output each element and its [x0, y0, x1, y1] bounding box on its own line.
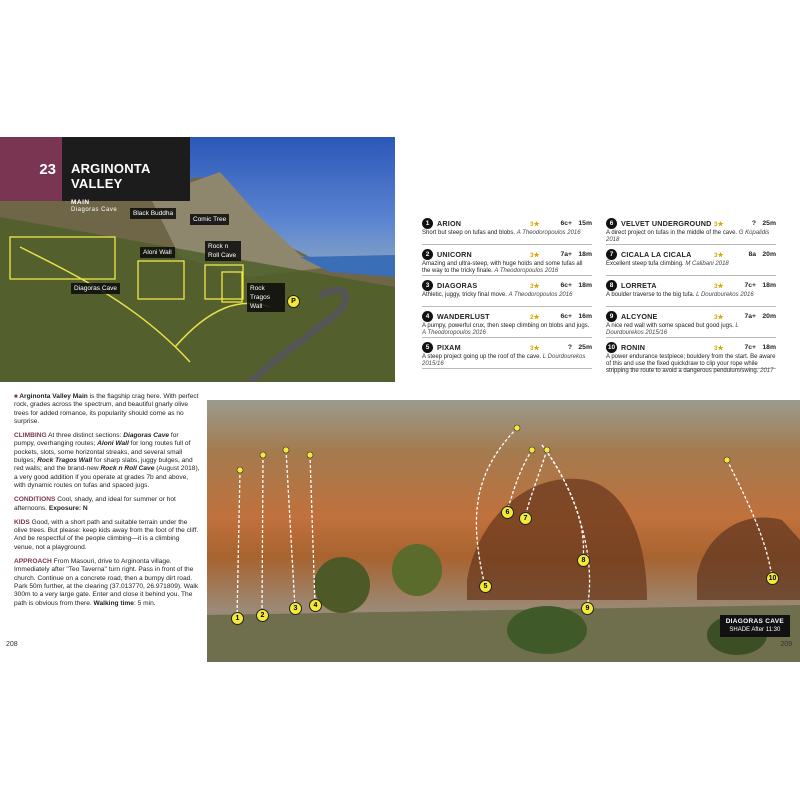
crag-caption — [720, 615, 790, 637]
route-name: RONIN — [621, 343, 646, 352]
route-desc-text: Amazing and ultra-steep, with huge holds and some tufas all the way to the tricky finale. — [422, 261, 583, 275]
route-length: 18m — [762, 344, 776, 351]
chapter-number: 23 — [0, 137, 62, 201]
route-marker: 1 — [231, 612, 244, 625]
route-marker: 8 — [577, 554, 590, 567]
route-name: ALCYONE — [621, 312, 658, 321]
walking-time: : 5 min. — [133, 599, 156, 607]
conditions-heading: CONDITIONS — [14, 496, 56, 504]
route-marker: 10 — [766, 572, 779, 585]
route-first-ascent: L Dourdourekos 2015/16 — [422, 354, 586, 368]
route-first-ascent: A Theodoropoulos 2016 — [422, 330, 486, 337]
kids-heading: KIDS — [14, 518, 30, 526]
route-desc-text: Athletic, juggy, tricky final move. — [422, 292, 507, 298]
label-comic-tree: Comic Tree — [190, 214, 229, 225]
route-number: 9 — [606, 311, 617, 322]
route-desc-text: A pumpy, powerful crux, then steep climbing on blobs and jugs. — [422, 323, 590, 329]
climbing-text-3: for long routes full of pockets, slots, some horizontal streaks, and several small bulges; — [14, 440, 191, 465]
intro-paragraph: ■ Arginonta Valley Main is the flagship crag here. With perfect rock, grades across the spectrum, and beautiful gnarly olive trees for added romance, its popularity should come as no surprise. — [14, 393, 199, 425]
route-head — [422, 342, 592, 353]
route-desc-text: A nice red wall with some spaced but good jugs. — [606, 323, 734, 329]
route-marker: 7 — [519, 512, 532, 525]
route-entry — [606, 311, 776, 338]
route-description — [606, 292, 776, 299]
route-stars: 3★ — [714, 251, 724, 259]
label-rock-n-roll: Rock n Roll Cave — [205, 241, 241, 261]
route-stars: 3★ — [530, 282, 540, 290]
route-name: DIAGORAS — [437, 281, 478, 290]
intro-text: is the flagship crag here. With perfect rock, grades across the spectrum, and beautiful gnarly olive trees for added romance, its popularity should come as no surprise. — [14, 393, 199, 425]
climbing-text-4: for sharp slabs, juggy bulges, and red walls; and the brand-new — [14, 457, 193, 473]
route-entry — [422, 218, 592, 245]
route-desc-text: Excellent steep tufa climbing. — [606, 261, 684, 267]
kids-paragraph — [14, 519, 200, 552]
route-grade: 7c+ — [744, 344, 756, 351]
crag-photo — [207, 400, 800, 662]
route-entry — [606, 218, 776, 245]
route-entry — [606, 249, 776, 276]
route-description — [422, 292, 592, 299]
route-head — [422, 218, 592, 229]
route-first-ascent: A Theodoropoulos 2016 — [516, 230, 581, 236]
route-description — [606, 261, 776, 268]
route-column-left — [422, 218, 592, 373]
route-head — [606, 311, 776, 322]
route-number: 2 — [422, 249, 433, 260]
climbing-text-1: At three distinct sections: — [46, 432, 124, 440]
route-name: VELVET UNDERGROUND — [621, 219, 712, 228]
route-grade: ? — [567, 344, 572, 351]
route-length: 18m — [762, 282, 776, 289]
route-entry — [422, 249, 592, 276]
parking-pin: P — [287, 295, 300, 308]
route-head — [422, 311, 592, 322]
chapter-header — [62, 137, 190, 213]
route-description — [606, 323, 776, 337]
route-stars: 3★ — [530, 220, 540, 228]
climbing-bold-3: Rock Tragos Wall — [37, 457, 93, 465]
route-grade: 8a — [748, 251, 756, 258]
route-first-ascent: G Kopalidis 2018 — [606, 230, 770, 244]
route-name: LORRETA — [621, 281, 657, 290]
route-head — [422, 249, 592, 260]
climbing-bold-2: Aloni Wall — [97, 440, 129, 448]
route-length: 16m — [578, 313, 592, 320]
climbing-paragraph — [14, 432, 200, 490]
climbing-text-2: for pumpy, overhanging routes; — [14, 432, 179, 448]
caption-title: DIAGORAS CAVE — [725, 618, 784, 625]
route-head — [606, 342, 776, 353]
sector-name: MAIN — [71, 199, 90, 206]
climbing-heading: CLIMBING — [14, 432, 47, 440]
route-number: 8 — [606, 280, 617, 291]
route-name: CICALA LA CICALA — [621, 250, 692, 259]
route-name: UNICORN — [437, 250, 472, 259]
route-entry — [422, 342, 592, 369]
route-first-ascent: M Calibani 2018 — [685, 261, 729, 267]
route-description — [422, 354, 592, 368]
route-marker: 6 — [501, 506, 514, 519]
route-grade: ? — [751, 220, 756, 227]
page-number-left: 208 — [6, 641, 18, 648]
route-head — [606, 280, 776, 291]
route-stars: 3★ — [714, 220, 724, 228]
route-desc-text: Short but steep on tufas and blobs. — [422, 230, 516, 236]
route-length: 18m — [578, 251, 592, 258]
route-number: 1 — [422, 218, 433, 229]
route-grade: 6c+ — [560, 220, 572, 227]
exposure: Exposure: N — [48, 504, 88, 512]
climbing-bold-4: Rock n Roll Cave — [100, 465, 155, 473]
route-desc-text: A power endurance testpiece; bouldery from the start. Be aware of this and use the fixed quickdraw to clip your rope while stripping the route to avoid a dangerous pendulum/swing. — [606, 354, 776, 375]
route-stars: 3★ — [714, 344, 724, 352]
route-marker: 4 — [309, 599, 322, 612]
route-description — [606, 354, 776, 376]
route-length: 18m — [578, 282, 592, 289]
route-head — [422, 280, 592, 291]
route-desc-text: A steep project going up the roof of the cave. — [422, 354, 542, 360]
page-number-right: 209 — [780, 641, 792, 648]
route-first-ascent: L Dourdourekos 2015/16 — [606, 323, 739, 337]
caption-shade: SHADE After 11:30 — [729, 627, 781, 633]
climbing-bold-1: Diagoras Cave — [123, 432, 170, 440]
climbing-text-5: (August 2018), a very good addition if you operate at grades 7b and above, with dynamic routes on tufas and spaced jugs. — [14, 465, 200, 489]
route-length: 25m — [578, 344, 592, 351]
route-entry — [606, 280, 776, 307]
route-marker: 9 — [581, 602, 594, 615]
approach-heading: APPROACH — [14, 558, 52, 566]
crag-description — [14, 393, 200, 614]
route-stars: 3★ — [714, 282, 724, 290]
route-number: 6 — [606, 218, 617, 229]
intro-bold: Arginonta Valley Main — [19, 393, 88, 400]
route-entry — [422, 311, 592, 338]
route-marker: 2 — [256, 609, 269, 622]
label-diagoras-cave: Diagoras Cave — [71, 283, 120, 294]
route-head — [606, 249, 776, 260]
route-number: 7 — [606, 249, 617, 260]
route-head — [606, 218, 776, 229]
route-length: 20m — [762, 251, 776, 258]
route-entry — [422, 280, 592, 307]
route-number: 3 — [422, 280, 433, 291]
route-description — [422, 230, 592, 237]
route-grade: 7a+ — [560, 251, 572, 258]
subsector-name: Diagoras Cave — [71, 207, 118, 213]
route-column-right — [606, 218, 776, 373]
route-number: 5 — [422, 342, 433, 353]
route-stars: 2★ — [530, 313, 540, 321]
label-aloni-wall: Aloni Wall — [140, 247, 175, 258]
route-grade: 7a+ — [744, 313, 756, 320]
approach-text: From Masouri, drive to Arginonta village. Immediately after "Teo Taverna" turn right. Pass in front of the church. Continue on a concrete road, then a bumpy dirt road. Park 50m further, at the clearing (37.013770, 26.971809). Walk 300m to a very large gate. Enter and close it behind you. The path is obvious from there. — [14, 558, 199, 607]
kids-text: Good, with a short path and suitable terrain under the olive trees. But please: keep kids away from the foot of the cliff. And be respectful of the people climbing—it is a climbing venue, not a playground. — [14, 518, 199, 551]
chapter-title: ARGINONTA VALLEY — [71, 161, 151, 191]
route-stars: 3★ — [714, 313, 724, 321]
walking-label: Walking time — [93, 599, 134, 607]
route-first-ascent: L Dourdourekos 2016 — [696, 292, 754, 298]
route-grade: 7c+ — [744, 282, 756, 289]
route-description — [422, 261, 592, 275]
route-first-ascent: A Theodoropoulos 2016 — [508, 292, 573, 298]
route-length: 15m — [578, 220, 592, 227]
conditions-paragraph — [14, 496, 200, 513]
route-name: PIXAM — [437, 343, 461, 352]
route-length: 20m — [762, 313, 776, 320]
route-number: 10 — [607, 344, 616, 351]
route-first-ascent: 2017 — [760, 368, 774, 375]
label-black-buddha: Black Buddha — [130, 208, 176, 219]
route-grade: 6c+ — [560, 313, 572, 320]
route-desc-text: A boulder traverse to the big tufa. — [606, 292, 695, 298]
route-first-ascent: A Theodoropoulos 2016 — [494, 268, 559, 275]
route-marker: 5 — [479, 580, 492, 593]
route-marker: 3 — [289, 602, 302, 615]
route-description — [606, 230, 776, 244]
route-desc-text: A direct project on tufas in the middle of the cave. — [606, 230, 738, 236]
route-length: 25m — [762, 220, 776, 227]
route-number: 4 — [422, 311, 433, 322]
route-stars: 3★ — [530, 344, 540, 352]
conditions-text: Cool, shady, and ideal for summer or hot afternoons. — [14, 496, 176, 512]
route-stars: 3★ — [530, 251, 540, 259]
approach-paragraph — [14, 558, 200, 608]
route-name: ARION — [437, 219, 462, 228]
route-grade: 6c+ — [560, 282, 572, 289]
route-entry — [606, 342, 776, 375]
label-rock-tragos: Rock Tragos Wall — [247, 283, 285, 312]
route-name: WANDERLUST — [437, 312, 490, 321]
route-description — [422, 323, 592, 337]
